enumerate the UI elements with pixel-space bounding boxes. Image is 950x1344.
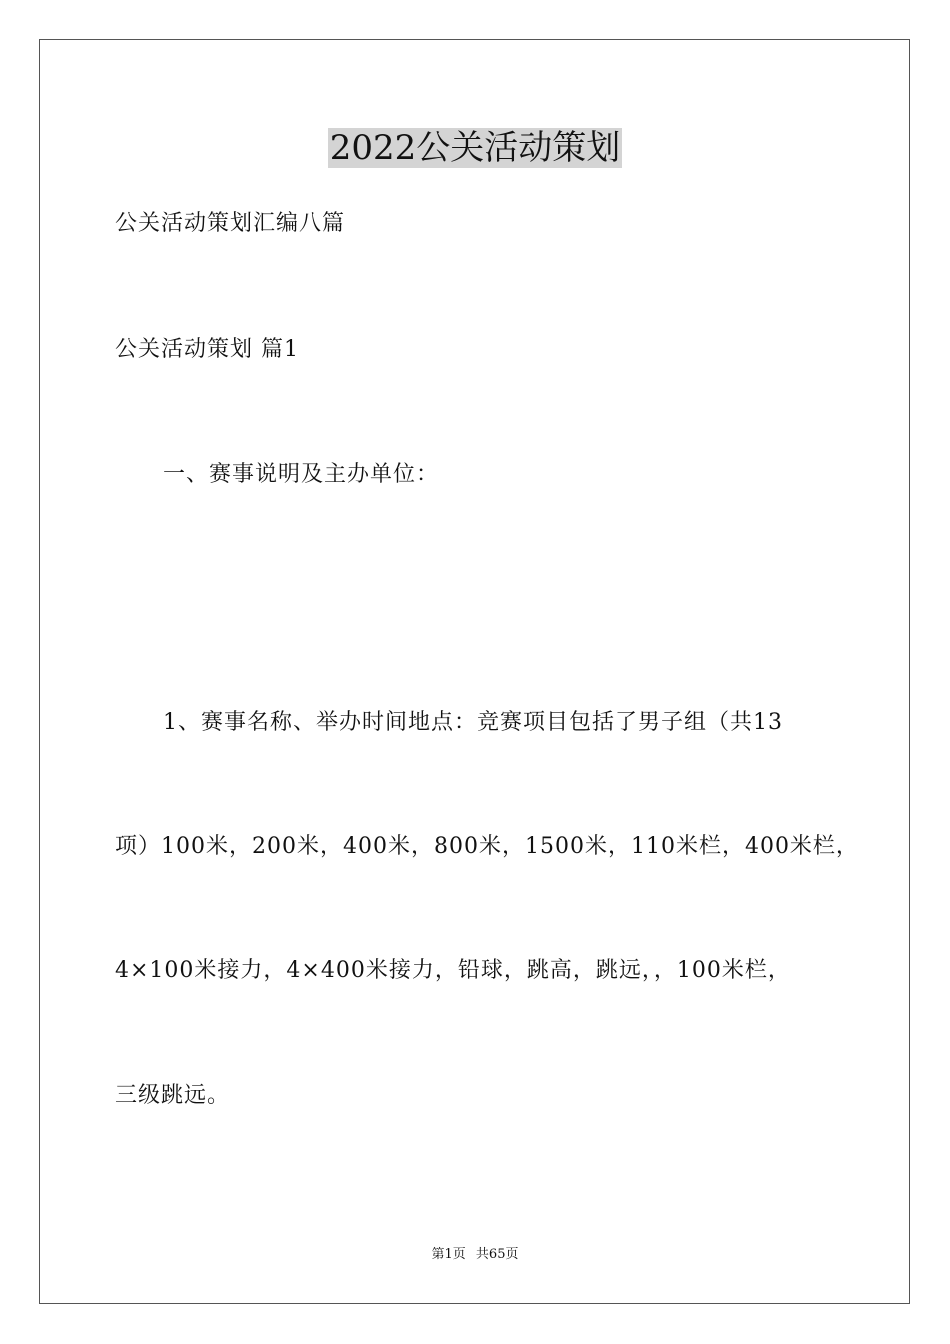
item-heading: 一、赛事说明及主办单位： [163,462,440,487]
paragraph-line: 1、赛事名称、举办时间地点：竞赛项目包括了男子组（共13 [163,710,783,735]
section-heading: 公关活动策划 篇1 [115,337,299,362]
paragraph-line: 项）100米，200米，400米，800米，1500米，110米栏，400米栏， [115,834,859,859]
paragraph-line: 三级跳远。 [115,1083,231,1108]
document-title [0,126,950,170]
document-title-text: 2022公关活动策划 [329,128,621,168]
document-subtitle: 公关活动策划汇编八篇 [115,211,346,236]
page-footer: 第1页 共65页 [431,1247,519,1262]
paragraph-line: 4×100米接力，4×400米接力，铅球，跳高，跳远，，100米栏， [115,958,791,983]
